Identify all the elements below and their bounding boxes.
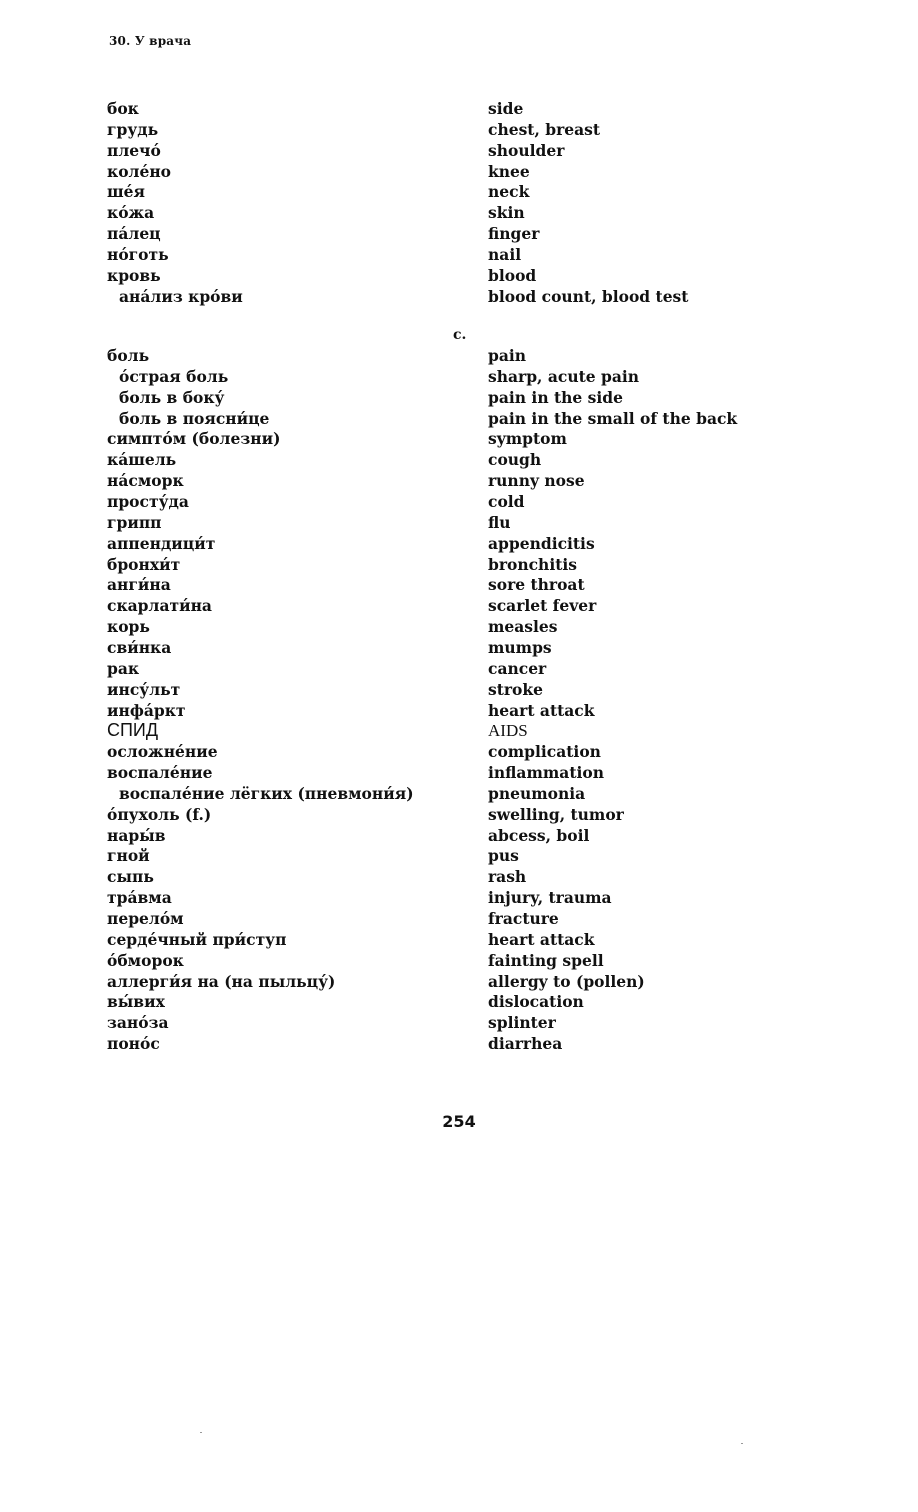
english-translation: heart attack [488,929,595,949]
english-translation: scarlet fever [488,596,597,616]
russian-term: зано́за [107,1013,169,1033]
russian-term: бронхи́т [107,554,181,574]
russian-term: о́страя боль [119,366,229,386]
english-translation: AIDS [488,721,528,741]
english-translation: flu [488,512,511,532]
vocab-entry [0,658,918,679]
vocab-entry [0,161,918,182]
russian-term: ана́лиз кро́ви [119,286,243,306]
vocab-entry [0,98,918,119]
scan-speck [741,1443,743,1444]
english-translation: blood count, blood test [488,286,689,306]
english-translation: mumps [488,637,552,657]
vocab-entry [0,845,918,866]
russian-term: грипп [107,512,162,532]
russian-term: воспале́ние [107,763,213,782]
russian-term: о́пухоль (f.) [107,804,212,824]
english-translation: abcess, boil [488,825,590,845]
english-translation: knee [488,161,530,181]
vocab-entry [0,408,918,429]
russian-term: рак [107,658,140,678]
english-translation: measles [488,617,558,636]
russian-term: воспале́ние лёгких (пневмони́я) [119,783,414,803]
vocab-entry [0,265,918,286]
vocab-entry [0,491,918,512]
vocab-entry [0,223,918,244]
section-marker: c. [453,327,467,343]
vocab-entry [0,762,918,783]
english-translation: skin [488,203,525,223]
vocab-entry [0,866,918,887]
vocab-entry [0,140,918,161]
russian-term: сыпь [107,867,154,887]
vocab-entry [0,804,918,825]
russian-term: инсу́льт [107,679,181,699]
russian-term: нары́в [107,825,166,845]
page-header: 30. У врача [109,34,192,48]
vocab-entry [0,595,918,616]
russian-term: скарлати́на [107,596,212,616]
russian-term: СПИД [107,720,159,741]
russian-term: вы́вих [107,992,165,1012]
english-translation: chest, breast [488,119,601,139]
vocab-entry [0,533,918,554]
vocab-entry [0,783,918,804]
vocab-entry [0,244,918,265]
vocab-entry [0,679,918,700]
russian-term: но́готь [107,245,169,264]
english-translation: side [488,99,524,118]
vocab-entry [0,428,918,449]
vocab-entry [0,950,918,971]
vocab-entry [0,720,918,741]
english-translation: pain in the side [488,387,623,407]
russian-term: кровь [107,265,161,285]
page-number: 254 [442,1112,476,1131]
english-translation: cancer [488,658,547,678]
vocab-entry [0,286,918,307]
vocab-entry [0,908,918,929]
english-translation: swelling, tumor [488,804,624,824]
vocab-entry [0,637,918,658]
english-translation: pus [488,846,519,866]
russian-term: боль [107,346,150,365]
vocab-entry [0,202,918,223]
russian-term: аллерги́я на (на пыльцу́) [107,971,336,991]
russian-term: о́бморок [107,950,184,970]
english-translation: sharp, acute pain [488,366,640,386]
english-translation: bronchitis [488,554,577,574]
russian-term: просту́да [107,492,189,511]
russian-term: поно́с [107,1034,160,1054]
english-translation: pain in the small of the back [488,408,738,428]
english-translation: injury, trauma [488,888,612,908]
english-translation: nail [488,245,522,264]
russian-term: на́сморк [107,471,184,491]
english-translation: diarrhea [488,1034,563,1054]
vocab-entry [0,554,918,575]
scan-speck [200,1432,202,1433]
english-translation: sore throat [488,575,585,595]
russian-term: грудь [107,119,159,139]
russian-term: ка́шель [107,450,177,470]
vocab-entry [0,366,918,387]
russian-term: ко́жа [107,203,155,223]
vocab-entry [0,929,918,950]
russian-term: боль в поясни́це [119,408,270,428]
russian-term: коле́но [107,161,172,181]
vocab-entry [0,991,918,1012]
english-translation: complication [488,742,601,762]
english-translation: dislocation [488,992,584,1012]
english-translation: runny nose [488,471,585,491]
russian-term: корь [107,617,150,636]
english-translation: symptom [488,429,567,449]
vocab-entry [0,119,918,140]
vocab-entry [0,1012,918,1033]
vocab-entry [0,449,918,470]
russian-term: сви́нка [107,637,172,657]
english-translation: fainting spell [488,950,604,970]
russian-term: анги́на [107,575,171,595]
english-translation: appendicitis [488,533,595,553]
russian-term: аппендици́т [107,533,216,553]
vocab-entry [0,700,918,721]
russian-term: серде́чный при́ступ [107,929,287,949]
vocab-entry [0,1033,918,1054]
russian-term: боль в боку́ [119,387,225,407]
vocab-entry [0,971,918,992]
english-translation: cold [488,492,525,511]
vocab-entry [0,887,918,908]
english-translation: fracture [488,909,559,928]
russian-term: тра́вма [107,888,172,908]
english-translation: heart attack [488,700,595,720]
english-translation: pneumonia [488,783,586,803]
english-translation: splinter [488,1013,556,1033]
russian-term: осложне́ние [107,742,218,762]
vocab-entry [0,181,918,202]
english-translation: blood [488,265,537,285]
vocab-entry [0,616,918,637]
russian-term: инфа́ркт [107,700,186,720]
vocab-entry [0,741,918,762]
russian-term: перело́м [107,909,184,928]
english-translation: shoulder [488,140,565,160]
english-translation: neck [488,182,530,202]
vocab-entry [0,574,918,595]
english-translation: cough [488,450,542,470]
english-translation: inflammation [488,763,604,782]
english-translation: stroke [488,679,543,699]
vocab-entry [0,512,918,533]
russian-term: симпто́м (болезни) [107,429,281,449]
russian-term: ше́я [107,182,145,202]
english-translation: allergy to (pollen) [488,971,645,991]
russian-term: плечо́ [107,140,161,160]
english-translation: finger [488,224,540,244]
english-translation: rash [488,867,527,887]
vocab-entry [0,470,918,491]
vocab-entry [0,387,918,408]
vocab-entry [0,345,918,366]
russian-term: па́лец [107,224,161,244]
vocab-entry [0,825,918,846]
russian-term: бок [107,99,139,118]
russian-term: гной [107,846,150,866]
english-translation: pain [488,346,527,365]
